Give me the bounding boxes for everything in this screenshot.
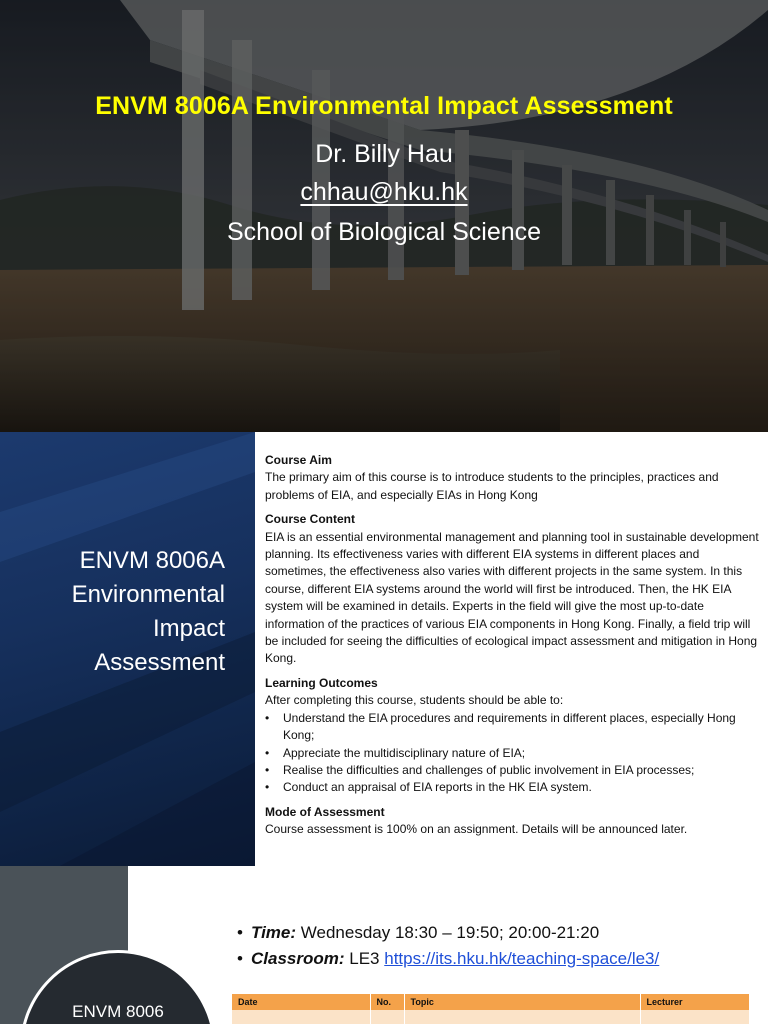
table-cell [370,1010,404,1024]
list-item: • Understand the EIA procedures and requirements in different places, especially Hong Kong; [265,710,760,745]
classroom-label: Classroom: [251,949,345,968]
side-panel-title [5,544,225,680]
list-item: • Realise the difficulties and challenges of public involvement in EIA processes; [265,762,760,779]
classroom-row [237,946,659,972]
course-content-heading: Course Content [265,512,355,527]
list-item: • Appreciate the multidisciplinary nature of EIA; [265,745,760,762]
course-title: ENVM 8006A Environmental Impact Assessment [95,92,673,120]
list-item: • Conduct an appraisal of EIA reports in the HK EIA system. [265,779,760,796]
time-label: Time: [251,923,297,942]
table-row [232,1010,750,1024]
side-title-line: Impact [152,615,225,642]
course-description [265,452,760,839]
classroom-link[interactable]: https://its.hku.hk/teaching-space/le3/ [384,949,660,968]
side-title-line: Assessment [94,649,225,676]
classroom-value: LE3 [349,949,380,968]
learning-outcomes-list [265,710,760,797]
assessment-text: Course assessment is 100% on an assignment. Details will be announced later. [265,822,688,837]
course-info-slide [0,432,768,866]
time-value: Wednesday 18:30 – 19:50; 20:00-21:20 [300,923,600,942]
learning-outcomes-intro: After completing this course, students should be able to: [265,693,564,708]
school-name: School of Biological Science [226,218,542,246]
learning-outcomes-heading: Learning Outcomes [265,675,378,690]
bridge-background-image [0,0,768,432]
side-title-line: Environmental [71,581,225,608]
table-cell [640,1010,750,1024]
side-panel [0,432,255,866]
class-info [237,920,659,972]
schedule-table [232,994,750,1024]
table-header-row [232,994,750,1010]
course-aim-text: The primary aim of this course is to introduce students to the principles, practices and problems of EIA, and especially EIAs in Hong Kong [265,470,719,502]
course-content-text: EIA is an essential environmental management and planning tool in sustainable development planning. Its effectiveness varies with different EIA systems in different places and sometimes, the effectiveness also varies with different projects in the same system. In this course, different EIA systems around the world will first be introduced. Then, the HK EIA system will be examined in details. Experts in the field will give the most up-to-date information of the practices of various EIA components in Hong Kong. Finally, a field trip will be included for seeing the difficulties of ecological impact assessment and mitigation in Hong Kong. [265,529,759,666]
lecturer-email-text[interactable]: chhau@hku.hk [300,178,468,206]
table-header-date: Date [232,994,370,1010]
table-cell [232,1010,370,1024]
table-cell [404,1010,640,1024]
time-row [237,920,659,946]
title-slide [0,0,768,432]
course-aim-heading: Course Aim [265,453,332,467]
table-header-topic: Topic [404,994,640,1010]
table-header-lecturer: Lecturer [640,994,750,1010]
lecturer-name: Dr. Billy Hau [315,140,453,168]
course-code-label: ENVM 8006 [72,1002,164,1021]
table-header-no: No. [370,994,404,1010]
lecturer-email[interactable] [0,178,768,207]
side-title-line: ENVM 8006A [79,547,225,574]
assessment-heading: Mode of Assessment [265,804,385,819]
schedule-slide [0,866,768,1024]
